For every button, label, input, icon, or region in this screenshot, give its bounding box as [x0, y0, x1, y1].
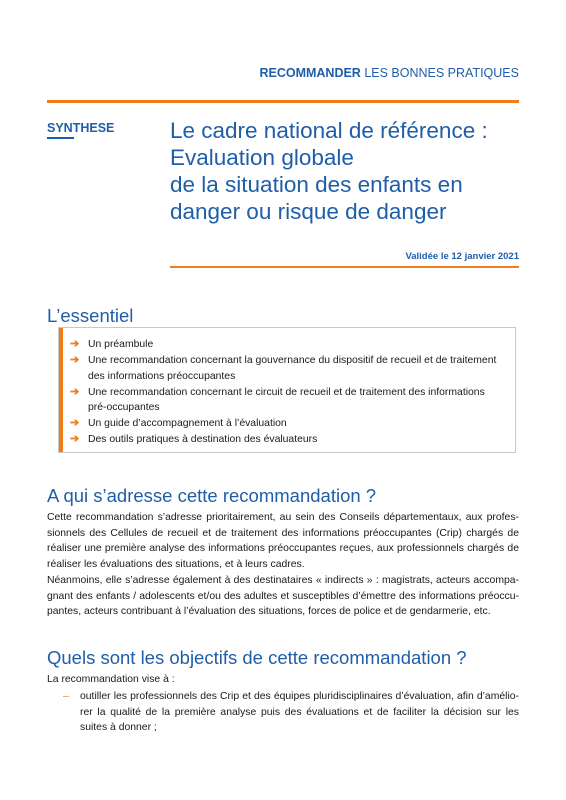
header-divider	[47, 100, 519, 103]
essentiel-box	[58, 327, 516, 453]
list-item: ➔ Des outils pratiques à destination des évaluateurs	[88, 432, 505, 448]
document-series-label: RECOMMANDER LES BONNES PRATIQUES	[259, 66, 519, 80]
essentiel-list	[59, 328, 515, 448]
list-item: ➔ Un guide d’accompagnement à l’évaluation	[88, 416, 505, 432]
list-item: ➔ Un préambule	[88, 337, 505, 353]
audience-paragraph-2: Néanmoins, elle s’adresse également à des destinataires « indirects » : magistrats, acteurs accompa-gnant des enfants / adolescents et/ou des adultes et susceptibles d’émettre des informations préoccu-pantes, acteurs contribuant à l’évaluation des situations, forces de police et de gendarmerie, etc.	[47, 575, 519, 618]
arrow-right-icon: ➔	[70, 385, 80, 398]
list-item: ➔ Une recommandation concernant la gouvernance du dispositif de recueil et de traitement des informations préoccupantes	[70, 354, 497, 382]
document-title	[170, 117, 530, 225]
arrow-right-icon: ➔	[70, 433, 80, 445]
box-accent-bar	[59, 328, 63, 452]
title-divider	[170, 266, 519, 268]
title-line: de la situation des enfants en	[170, 172, 463, 197]
arrow-right-icon: ➔	[70, 354, 80, 366]
arrow-right-icon: ➔	[70, 417, 80, 429]
validation-date: Validée le 12 janvier 2021	[405, 251, 519, 262]
document-type-label: SYNTHESE	[47, 121, 114, 135]
audience-heading: A qui s’adresse cette recommandation ?	[47, 485, 377, 506]
label-underline	[47, 137, 74, 139]
title-line: Le cadre national de référence :	[170, 118, 488, 143]
list-item: ➔ Une recommandation concernant le circuit de recueil et de traitement des informations pré-occupantes	[70, 385, 485, 413]
title-line: Evaluation globale	[170, 145, 354, 170]
objectives-heading: Quels sont les objectifs de cette recommandation ?	[47, 647, 467, 668]
dash-bullet-icon: –	[63, 691, 69, 702]
objective-item: – outiller les professionnels des Crip et des équipes pluridisciplinaires d’évaluation, afin d’amélio-rer la qualité de la première analyse puis des évaluations et de faciliter la décision sur les suites à donner ;	[63, 691, 519, 734]
title-line: danger ou risque de danger	[170, 199, 447, 224]
objectives-intro: La recommandation vise à :	[47, 674, 175, 685]
essentiel-heading: L’essentiel	[47, 305, 134, 326]
arrow-right-icon: ➔	[70, 338, 80, 350]
audience-paragraph-1: Cette recommandation s’adresse prioritairement, au sein des Conseils départementaux, aux profes-sionnels des Cellules de recueil et de traitement des informations préoccupantes (Crip) chargés de réaliser une première analyse des informations préoccupantes reçues, aux professionnels chargés de réaliser les évaluations des situations, et à leurs cadres.	[47, 512, 519, 570]
